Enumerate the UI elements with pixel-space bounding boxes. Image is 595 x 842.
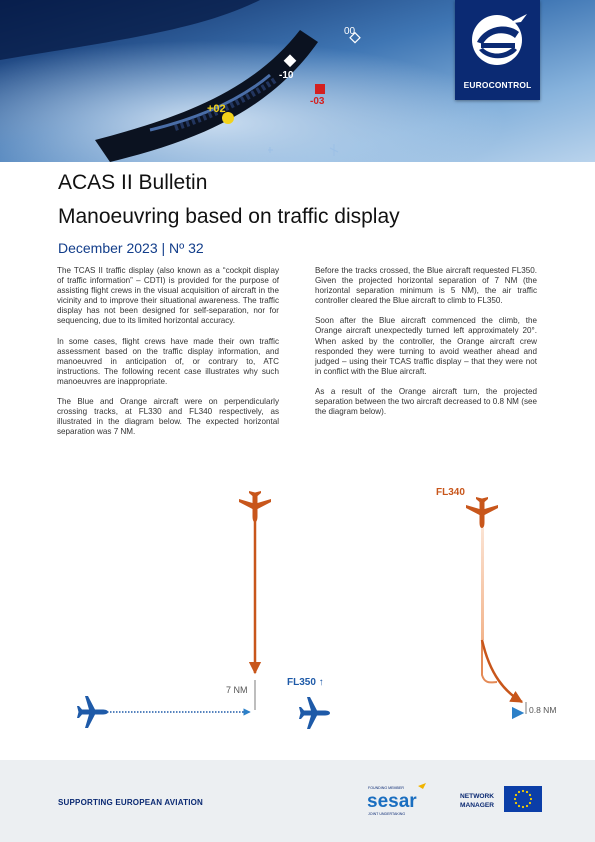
right-scenario [287, 487, 556, 729]
bulletin-headline: Manoeuvring based on traffic display [58, 205, 400, 228]
nm-line2: MANAGER [460, 802, 495, 809]
blue-aircraft-right [299, 697, 330, 729]
encounter-diagram-svg [0, 470, 595, 760]
left-separation-label: 7 NM [226, 685, 248, 695]
hud-label-minus03: -03 [310, 96, 325, 107]
header-banner [0, 0, 595, 162]
traffic-symbol-red [315, 84, 325, 94]
eurocontrol-logo [455, 0, 540, 100]
footer-tagline: SUPPORTING EUROPEAN AVIATION [58, 798, 204, 807]
hud-label-plus02: +02 [207, 103, 226, 115]
fl340-label: FL340 [436, 487, 465, 498]
encounter-diagram [0, 470, 595, 760]
bulletin-title: ACAS II Bulletin [58, 171, 208, 194]
sesar-ju-text: JOINT UNDERTAKING [368, 812, 406, 816]
orange-track-right [481, 528, 484, 640]
paragraph: Soon after the Blue aircraft commenced the climb, the Orange aircraft unexpectedly turned left approximately 20°. When asked by the controller, the Orange aircraft crew responded they were turning to avoid weather ahead and judged – using their TCAS traffic display – that they were not in conflict with the Blue aircraft. [315, 316, 537, 376]
sesar-wordmark: sesar [367, 791, 417, 812]
paragraph: Before the tracks crossed, the Blue aircraft requested FL350. Given the projected horizontal separation of 7 NM (the horizontal separation minimum is 5 NM), the air traffic controller cleared the Blue aircraft to climb to FL350. [315, 266, 537, 306]
nm-line1: NETWORK [460, 793, 495, 800]
fl350-label: FL350 ↑ [287, 677, 324, 688]
orange-aircraft-right [466, 497, 498, 528]
hud-label-00: 00 [344, 26, 356, 37]
eu-flag-icon [504, 786, 542, 812]
right-column [315, 266, 537, 427]
left-column [57, 266, 279, 447]
orange-aircraft-left [239, 491, 271, 522]
paragraph: As a result of the Orange aircraft turn, the projected separation between the two aircraft decreased to 0.8 NM (see the diagram below). [315, 386, 537, 417]
paragraph: The TCAS II traffic display (also known as a “cockpit display of traffic information” – CDTI) is provided for the purpose of assisting flight crews in the visual acquisition of aircraft in the vicinity and to improve their situational awareness. The traffic display has not been designed for self-separation, nor for sequencing, due to its limited horizontal accuracy. [57, 266, 279, 326]
paragraph: The Blue and Orange aircraft were on perpendicularly crossing tracks, at FL330 and FL340 respectively, as illustrated in the diagram below. The expected horizontal separation was 7 NM. [57, 397, 279, 437]
sesar-logo [366, 782, 436, 822]
orange-turn-track [482, 640, 522, 702]
eurocontrol-wordmark: EUROCONTROL [463, 80, 532, 90]
eu-stars-icon [504, 786, 542, 812]
hud-label-minus10: -10 [279, 70, 294, 81]
network-manager-label [460, 792, 494, 810]
paragraph: In some cases, flight crews have made their own traffic assessment based on the traffic display information, and manoeuvred in anticipation of, or contrary to, ATC instructions. The following recent case illustrates why such manoeuvres are inappropriate. [57, 336, 279, 386]
right-separation-label: 0.8 NM [529, 705, 557, 715]
footer [0, 760, 595, 842]
blue-aircraft-left [77, 696, 108, 728]
issue-date-number: December 2023 | Nº 32 [58, 240, 204, 256]
sesar-bird-icon [418, 783, 426, 789]
sesar-founding-text: FOUNDING MEMBER [368, 786, 404, 790]
left-scenario [77, 491, 271, 728]
sesar-logo-graphic [366, 782, 436, 822]
eurocontrol-emblem-icon [455, 0, 540, 78]
